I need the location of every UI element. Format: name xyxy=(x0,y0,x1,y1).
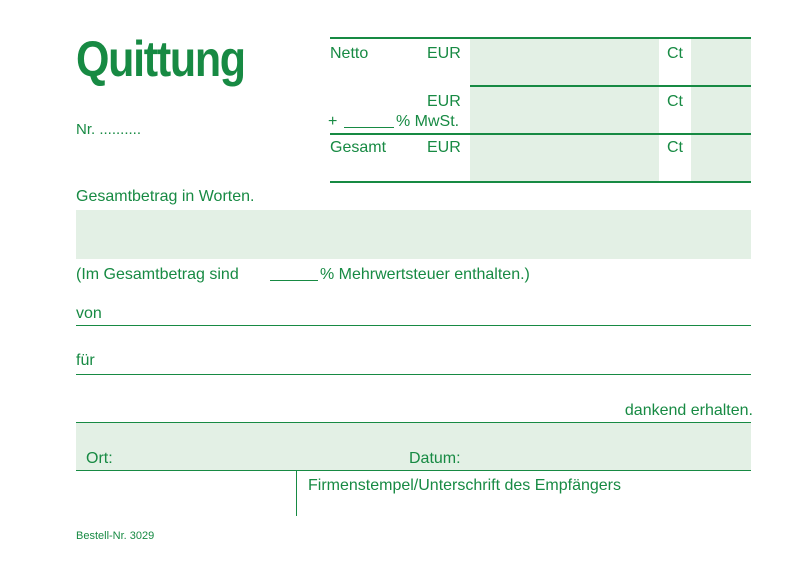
receipt-number-label: Nr. .......... xyxy=(76,121,142,138)
signature-divider xyxy=(296,471,297,516)
mwst-euro-field[interactable] xyxy=(470,87,659,133)
order-number: Bestell-Nr. 3029 xyxy=(76,530,155,542)
gesamt-label: Gesamt xyxy=(330,139,387,156)
netto-cent-label: Ct xyxy=(667,45,683,62)
signature-label: Firmenstempel/Unterschrift des Empfängers xyxy=(308,477,621,494)
netto-euro-field[interactable] xyxy=(470,39,659,86)
for-label: für xyxy=(76,352,95,369)
from-label: von xyxy=(76,305,102,322)
mwst-label: % MwSt. xyxy=(396,113,460,130)
vat-rate-blank[interactable] xyxy=(270,280,318,281)
amount-in-words-label: Gesamtbetrag in Worten. xyxy=(76,188,255,205)
date-label: Datum: xyxy=(409,450,461,467)
for-line[interactable] xyxy=(76,374,751,375)
netto-currency-label: EUR xyxy=(427,45,461,62)
received-label: dankend erhalten. xyxy=(624,402,753,419)
mwst-cent-label: Ct xyxy=(667,93,683,110)
from-line[interactable] xyxy=(76,325,751,326)
mwst-cent-field[interactable] xyxy=(691,87,751,133)
gesamt-currency-label: EUR xyxy=(427,139,461,156)
mwst-plus-sign: + xyxy=(328,113,338,130)
gesamt-cent-label: Ct xyxy=(667,139,683,156)
amount-in-words-field[interactable] xyxy=(76,210,751,259)
place-date-bottom-rule xyxy=(76,470,751,471)
mwst-currency-label: EUR xyxy=(427,93,461,110)
receipt-title: Quittung xyxy=(76,31,245,87)
gesamt-cent-field[interactable] xyxy=(691,135,751,181)
place-label: Ort: xyxy=(86,450,113,467)
mwst-rate-blank[interactable] xyxy=(344,127,394,128)
netto-label: Netto xyxy=(330,45,369,62)
gesamt-euro-field[interactable] xyxy=(470,135,659,181)
vat-note-suffix: % Mehrwertsteuer enthalten.) xyxy=(320,266,530,283)
netto-cent-field[interactable] xyxy=(691,39,751,86)
amount-table-bottom-rule xyxy=(330,181,751,183)
vat-note-prefix: (Im Gesamtbetrag sind xyxy=(76,266,239,283)
